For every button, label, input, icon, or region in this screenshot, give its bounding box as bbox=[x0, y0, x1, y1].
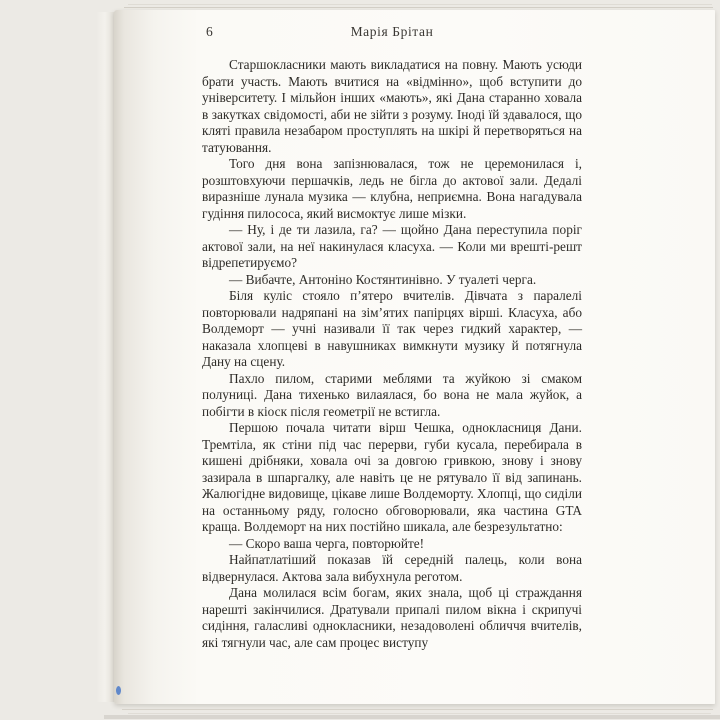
paragraph: Найпатлатіший показав їй середній палець, коли вона відвернулася. Актова зала вибухнула реготом. bbox=[202, 552, 582, 584]
paragraph: Біля куліс стояло п’ятеро вчителів. Дівчата з паралелі повторювали надряпані на зім’ятих папірцях вірші. Класуха, або Волдеморт — учні називали її так через гидкий характер, — наказала хлопцеві в навушниках вимкнути музику й потягнула Дану на сцену. bbox=[202, 288, 582, 369]
edge-mark bbox=[116, 686, 121, 695]
paragraph: — Скоро ваша черга, повторюйте! bbox=[229, 535, 425, 551]
page-edge-top-2 bbox=[124, 7, 713, 8]
paragraph: Пахло пилом, старими меблями та жуйкою зі смаком полуниці. Дана тихенько вилаялася, бо вона не мала жуйок, а побігти в кіоск після геометрії не встигла. bbox=[202, 370, 582, 419]
page-edges-left bbox=[96, 12, 116, 702]
paragraph: Першою почала читати вірш Чешка, однокласниця Дани. Тремтіла, як стіни під час перерви, губи кусала, перебирала в кишені дрібняки, ховала очі за довгою гривкою, знову і знову зазирала в шпаргалку, але навіть це не рятувало її від запинань. Жалюгідне видовище, цікаве лише Волдеморту. Хлопці, що сиділи на останньому ряду, голосно обговорювали, яка частина GTA краща. Волдеморт на них постійно шикала, але безрезультатно: bbox=[202, 420, 582, 534]
paragraph: — Вибачте, Антоніно Костянтинівно. У туалеті черга. bbox=[229, 271, 537, 287]
paragraph: Того дня вона запізнювалася, тож не церемонилася і, розштовхуючи першачків, ледь не бігла до актової зали. Дедалі виразніше лунала музика — клубна, неприємна. Вона нагадувала гудіння пилососа, який висмоктує лише мізки. bbox=[202, 156, 582, 221]
paragraph: Старшокласники мають викладатися на повну. Мають усюди брати участь. Мають вчитися на «відмінно», щоб вступити до університету. І мільйон інших «мають», які Дана старанно ховала в закутках свідомості, аби не зійти з розуму. Іноді їй здавалося, що кляті правила незабаром проступлять на шкірі й перетворяться на татуювання. bbox=[202, 57, 582, 155]
book-shadow bbox=[104, 715, 720, 719]
page-edge-bottom bbox=[122, 709, 713, 710]
page-edge-bottom-2 bbox=[128, 713, 711, 714]
paragraph: Дана молилася всім богам, яких знала, щоб ці страждання нарешті закінчилися. Дратували припалі пилом вікна і скрипучі сидіння, галасливі однокласники, незадоволені обличчя вчителів, які тягнули час, але сам процес виступу bbox=[202, 585, 582, 650]
running-head: Марія Брітан bbox=[350, 24, 434, 39]
paragraph: — Ну, і де ти лазила, га? — щойно Дана переступила поріг актової зали, на неї накинулася класуха. — Коли ми врешті-решт відрепетируємо? bbox=[202, 222, 582, 270]
page-edge-top bbox=[128, 4, 712, 5]
body-text bbox=[202, 57, 582, 651]
page-number: 6 bbox=[206, 24, 213, 39]
page-header bbox=[202, 24, 582, 42]
page-content bbox=[202, 24, 582, 651]
